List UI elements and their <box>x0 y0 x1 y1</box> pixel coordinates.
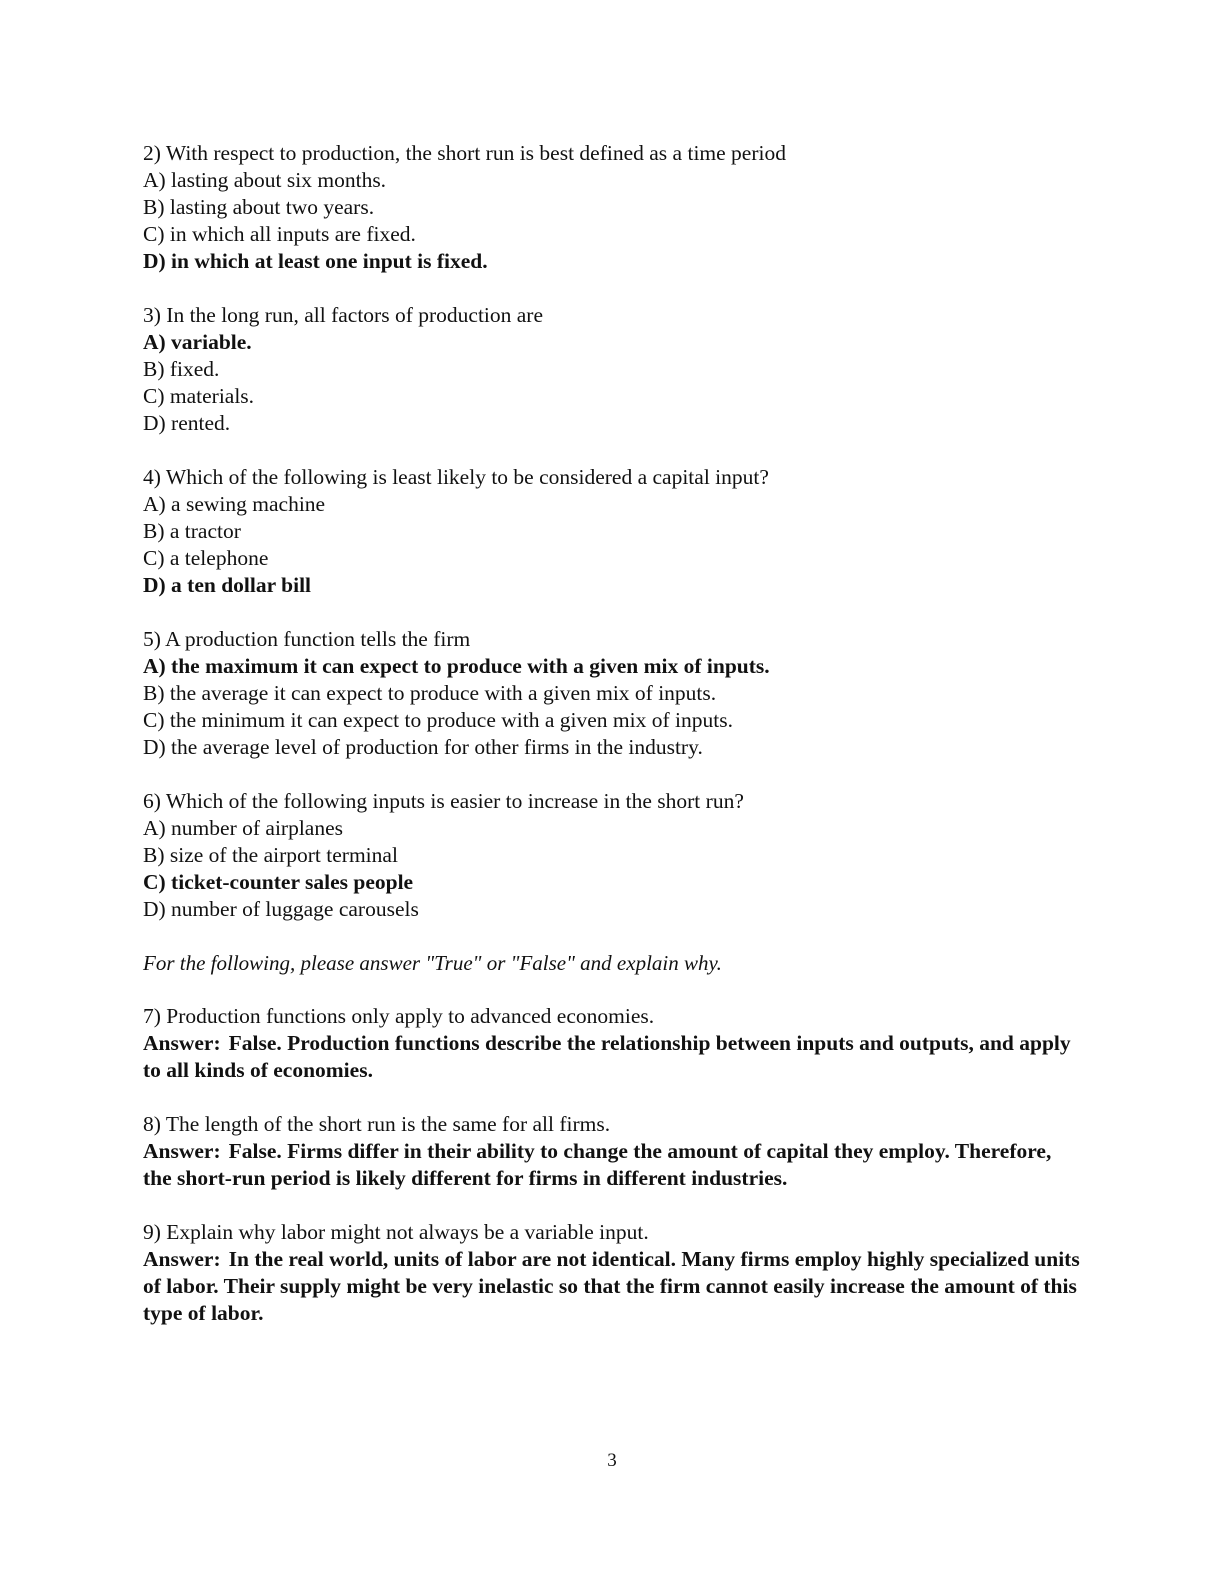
answer-text: In the real world, units of labor are not identical. Many firms employ highly specialized units of labor. Their supply might be very inelastic so that the firm cannot easily increase the amount of this type of labor. <box>143 1247 1080 1325</box>
option-d: D) rented. <box>143 411 231 435</box>
question-3 <box>143 302 1083 437</box>
option-c: C) in which all inputs are fixed. <box>143 222 416 246</box>
option-b: B) the average it can expect to produce with a given mix of inputs. <box>143 681 717 705</box>
answer <box>143 1138 1083 1192</box>
option-c: C) the minimum it can expect to produce with a given mix of inputs. <box>143 708 733 732</box>
option-a-correct: A) variable. <box>143 330 252 354</box>
answer-text: False. Production functions describe the relationship between inputs and outputs, and apply to all kinds of economies. <box>143 1031 1071 1082</box>
question-2 <box>143 140 1083 275</box>
question-stem: 4) Which of the following is least likely to be considered a capital input? <box>143 465 769 489</box>
option-b: B) lasting about two years. <box>143 195 375 219</box>
answer <box>143 1246 1083 1327</box>
option-d: D) the average level of production for other firms in the industry. <box>143 735 703 759</box>
question-7 <box>143 1003 1083 1084</box>
question-stem: 6) Which of the following inputs is easier to increase in the short run? <box>143 789 744 813</box>
page-number: 3 <box>607 1450 617 1471</box>
answer <box>143 1030 1083 1084</box>
question-4 <box>143 464 1083 599</box>
answer-label: Answer: <box>143 1247 221 1271</box>
option-a: A) a sewing machine <box>143 492 326 516</box>
option-b: B) size of the airport terminal <box>143 843 398 867</box>
answer-text: False. Firms differ in their ability to change the amount of capital they employ. Therefore, the short-run period is likely different for firms in different industries. <box>143 1139 1052 1190</box>
option-c-correct: C) ticket-counter sales people <box>143 870 414 894</box>
option-b: B) fixed. <box>143 357 220 381</box>
question-stem: 7) Production functions only apply to advanced economies. <box>143 1004 655 1028</box>
question-9 <box>143 1219 1083 1327</box>
option-b: B) a tractor <box>143 519 241 543</box>
option-c: C) materials. <box>143 384 255 408</box>
question-stem: 3) In the long run, all factors of production are <box>143 303 544 327</box>
answer-label: Answer: <box>143 1139 221 1163</box>
question-6 <box>143 788 1083 923</box>
option-a-correct: A) the maximum it can expect to produce with a given mix of inputs. <box>143 654 770 678</box>
option-d-correct: D) a ten dollar bill <box>143 573 312 597</box>
document-page <box>143 140 1083 1354</box>
option-c: C) a telephone <box>143 546 269 570</box>
question-8 <box>143 1111 1083 1192</box>
option-d-correct: D) in which at least one input is fixed. <box>143 249 488 273</box>
question-stem: 9) Explain why labor might not always be a variable input. <box>143 1220 649 1244</box>
option-d: D) number of luggage carousels <box>143 897 419 921</box>
option-a: A) number of airplanes <box>143 816 343 840</box>
question-stem: 8) The length of the short run is the same for all firms. <box>143 1112 611 1136</box>
question-5 <box>143 626 1083 761</box>
option-a: A) lasting about six months. <box>143 168 387 192</box>
true-false-instruction: For the following, please answer "True" or "False" and explain why. <box>143 951 722 975</box>
answer-label: Answer: <box>143 1031 221 1055</box>
question-stem: 2) With respect to production, the short run is best defined as a time period <box>143 141 786 165</box>
question-stem: 5) A production function tells the firm <box>143 627 471 651</box>
